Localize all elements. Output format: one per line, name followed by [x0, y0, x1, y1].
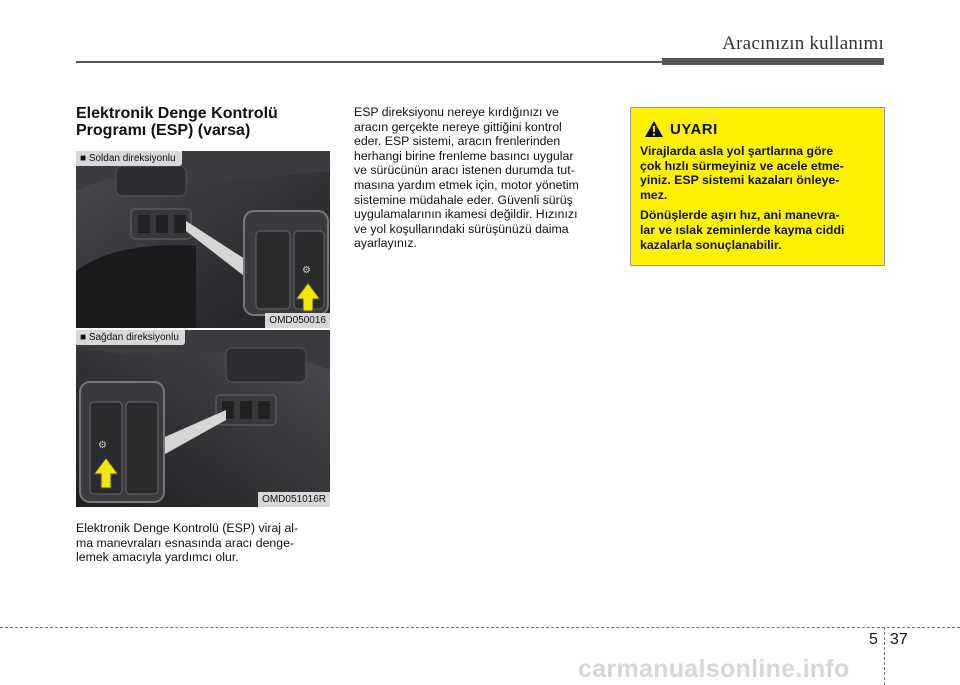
text-line: herhangi birine frenleme basıncı uygular	[354, 148, 574, 163]
footer-dashed-rule	[0, 627, 960, 628]
text-line: uygulamalarının ikamesi değildir. Hızınızı	[354, 207, 578, 222]
page-number: 37	[890, 631, 908, 648]
section-title-line1: Elektronik Denge Kontrolü	[76, 105, 278, 122]
chapter-number: 5	[869, 631, 878, 648]
text-line: Elektronik Denge Kontrolü (ESP) viraj al-	[76, 521, 299, 535]
figure-right-hand-drive	[76, 330, 330, 507]
figure-left-hand-drive	[76, 151, 330, 328]
text-line: Virajlarda asla yol şartlarına göre	[640, 144, 834, 158]
section-title	[76, 105, 326, 139]
text-line: sistemine müdahale eder. Güvenli sürüş	[354, 192, 573, 207]
figure-code: OMD050016	[265, 313, 330, 328]
text-line: eder. ESP sistemi, aracın frenlerinden	[354, 134, 561, 149]
svg-text:⚙: ⚙	[98, 440, 107, 451]
svg-text:⚙: ⚙	[302, 265, 311, 276]
warning-paragraph-1	[640, 144, 875, 202]
text-line: mez.	[640, 187, 668, 202]
warning-title: UYARI	[670, 120, 718, 138]
dashboard-illustration-left	[76, 151, 330, 328]
text-line: ve sürücünün aracı istenen durumda tut-	[354, 163, 575, 178]
esp-description-paragraph	[354, 105, 606, 251]
text-line: Dönüşlerde aşırı hız, ani manevra-	[640, 208, 840, 223]
text-line: yiniz. ESP sistemi kazaları önleye-	[640, 173, 840, 188]
text-line: kazalarla sonuçlanabilir.	[640, 237, 782, 252]
text-line: ma manevraları esnasında aracı denge-	[76, 535, 295, 550]
dashboard-illustration-right	[76, 330, 330, 507]
text-line: aracın gerçekte nereye gittiğini kontrol	[354, 119, 562, 134]
text-line: çok hızlı sürmeyiniz ve acele etme-	[640, 158, 844, 173]
text-line: lemek amacıyla yardımcı olur.	[76, 550, 239, 565]
header-rule-thick	[662, 58, 884, 65]
text-line: lar ve ıslak zeminlerde kayma ciddi	[640, 222, 845, 237]
figure-code: OMD051016R	[258, 492, 330, 507]
text-line: ve yol koşullarındaki sürüşünüzü daima	[354, 221, 569, 236]
header-rule	[76, 61, 662, 63]
running-header: Aracınızın kullanımı	[722, 33, 884, 54]
footer-dashed-divider	[884, 627, 885, 685]
warning-paragraph-2	[640, 208, 875, 252]
text-line: masına yardım etmek için, motor yönetim	[354, 177, 579, 192]
figure-caption: ■ Soldan direksiyonlu	[76, 151, 182, 166]
warning-box	[630, 107, 885, 266]
intro-paragraph	[76, 521, 330, 565]
text-line: ayarlayınız.	[354, 236, 417, 251]
warning-triangle-icon	[644, 120, 664, 138]
section-title-line2: Programı (ESP) (varsa)	[76, 122, 251, 139]
watermark: carmanualsonline.info	[578, 655, 850, 683]
text-line: ESP direksiyonu nereye kırdığınızı ve	[354, 105, 559, 119]
warning-header	[644, 120, 875, 138]
figure-caption: ■ Sağdan direksiyonlu	[76, 330, 185, 345]
